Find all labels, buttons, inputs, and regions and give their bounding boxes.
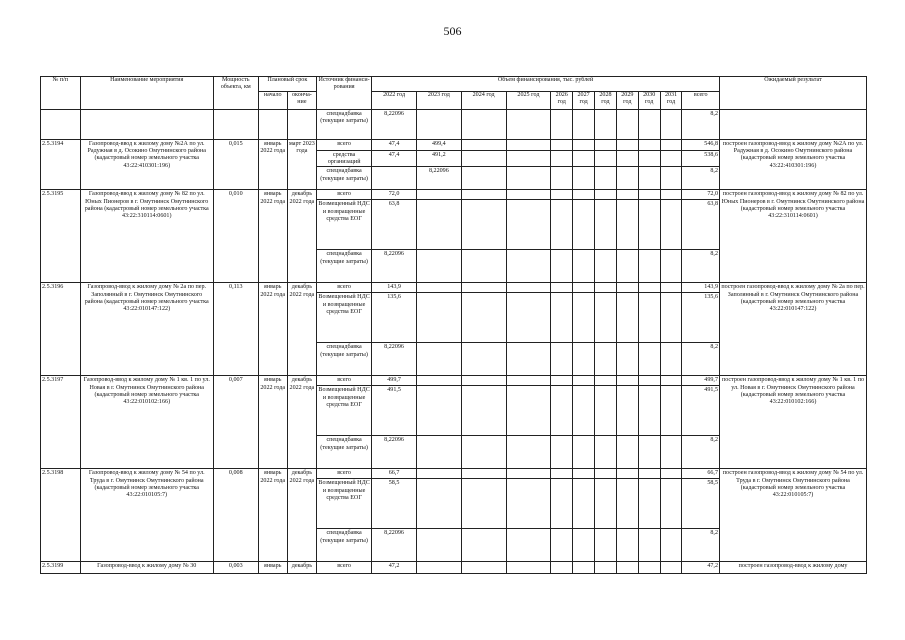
empty-year-cell [573,250,595,283]
year-2023-value [416,529,461,562]
year-2022-value: 8,22096 [372,250,417,283]
source-cell: Возмещенный НДС и возвращенные средства ЕОГ [317,386,372,436]
year-2023-value [416,190,461,200]
header-year: 2023 год [416,92,461,110]
empty-year-cell [461,469,506,479]
empty-year-cell [551,386,573,436]
table-row [41,562,867,574]
empty-year-cell [506,343,551,376]
empty-year-cell [595,479,617,529]
empty-year-cell [638,376,660,386]
empty-year-cell [461,167,506,190]
total-value: 63,8 [682,200,720,250]
empty-year-cell [660,479,682,529]
empty-year-cell [595,250,617,283]
empty-year-cell [506,200,551,250]
total-value: 66,7 [682,469,720,479]
header-year: 2024 год [461,92,506,110]
empty-cell [213,110,258,140]
empty-year-cell [551,283,573,293]
empty-year-cell [638,562,660,574]
year-2022-value: 8,22096 [372,529,417,562]
empty-year-cell [595,529,617,562]
empty-year-cell [616,167,638,190]
year-2022-value: 66,7 [372,469,417,479]
empty-year-cell [551,293,573,343]
empty-year-cell [616,562,638,574]
empty-year-cell [595,110,617,140]
item-start: январь 2022 года [258,283,287,376]
item-capacity: 0,003 [213,562,258,574]
empty-year-cell [595,283,617,293]
year-2023-value [416,293,461,343]
header-planned: Плановый срок [258,77,316,92]
empty-year-cell [506,167,551,190]
empty-year-cell [573,469,595,479]
header-year: 2022 год [372,92,417,110]
year-2022-value: 47,2 [372,562,417,574]
empty-year-cell [573,293,595,343]
item-end: декабрь [287,562,316,574]
empty-year-cell [660,283,682,293]
table-header [41,77,867,110]
header-end: оконча-ние [287,92,316,110]
total-value: 143,9 [682,283,720,293]
source-cell: всего [317,469,372,479]
empty-year-cell [595,469,617,479]
empty-year-cell [461,140,506,151]
empty-cell [258,110,287,140]
empty-year-cell [506,562,551,574]
empty-year-cell [506,283,551,293]
item-result: построен газопровод-ввод к жилому дому №2А по ул. Радужная в д. Осокино Омутнинского района (кадастровый номер земельного участка 43:22:410301:196) [720,140,867,190]
item-capacity: 0,113 [213,283,258,376]
empty-year-cell [573,479,595,529]
empty-year-cell [573,386,595,436]
empty-year-cell [616,386,638,436]
empty-year-cell [551,479,573,529]
empty-year-cell [573,190,595,200]
year-2023-value [416,386,461,436]
empty-year-cell [551,436,573,469]
table-row [41,110,867,140]
empty-year-cell [638,529,660,562]
header-year: 2031 год [660,92,682,110]
empty-year-cell [551,200,573,250]
empty-cell [287,110,316,140]
item-start: январь 2022 года [258,140,287,190]
item-number: 2.5.3199 [41,562,81,574]
total-value: 47,2 [682,562,720,574]
header-num: № п/п [41,77,81,110]
source-cell: спецнадбавка (текущие затраты) [317,250,372,283]
empty-year-cell [595,436,617,469]
empty-year-cell [416,562,461,574]
empty-year-cell [616,190,638,200]
year-2022-value: 47,4 [372,151,417,167]
empty-year-cell [416,110,461,140]
item-result: построен газопровод-ввод к жилому дому № 1 кв. 1 по ул. Новая в г. Омутнинск Омутнинского района (кадастровый номер земельного участка 43:22:010102:166) [720,376,867,469]
header-year: 2029 год [616,92,638,110]
table-row [41,283,867,293]
empty-year-cell [660,386,682,436]
empty-year-cell [461,190,506,200]
empty-year-cell [506,293,551,343]
empty-year-cell [595,293,617,343]
item-capacity: 0,007 [213,376,258,469]
empty-year-cell [506,479,551,529]
empty-year-cell [638,140,660,151]
empty-year-cell [461,293,506,343]
header-year: 2028 год [595,92,617,110]
source-cell: всего [317,190,372,200]
item-end: декабрь 2022 года [287,190,316,283]
empty-year-cell [573,110,595,140]
total-value: 499,7 [682,376,720,386]
empty-year-cell [573,343,595,376]
empty-year-cell [638,386,660,436]
empty-year-cell [660,167,682,190]
source-cell: спецнадбавка (текущие затраты) [317,110,372,140]
total-value: 491,5 [682,386,720,436]
empty-year-cell [638,469,660,479]
empty-year-cell [616,343,638,376]
empty-year-cell [551,250,573,283]
empty-year-cell [573,200,595,250]
item-name: Газопровод-ввод к жилому дому №2А по ул. Радужная в д. Осокино Омутнинского района (кадастровый номер земельного участка 43:22:410301:196) [80,140,213,190]
empty-year-cell [616,283,638,293]
item-number: 2.5.3198 [41,469,81,562]
empty-year-cell [551,343,573,376]
source-cell: всего [317,376,372,386]
source-cell: Возмещенный НДС и возвращенные средства ЕОГ [317,200,372,250]
empty-year-cell [551,469,573,479]
item-number: 2.5.3194 [41,140,81,190]
empty-year-cell [660,376,682,386]
empty-year-cell [660,562,682,574]
source-cell: спецнадбавка (текущие затраты) [317,529,372,562]
table-row [41,190,867,200]
year-2023-value [416,343,461,376]
financing-table [40,76,867,574]
empty-year-cell [638,343,660,376]
empty-year-cell [660,343,682,376]
source-cell: всего [317,140,372,151]
empty-year-cell [573,167,595,190]
empty-year-cell [573,529,595,562]
empty-year-cell [506,469,551,479]
empty-year-cell [660,200,682,250]
empty-year-cell [638,293,660,343]
year-2022-value: 58,5 [372,479,417,529]
header-volume: Объем финансирования, тыс. рублей [372,77,720,92]
table-row [41,376,867,386]
item-capacity: 0,010 [213,190,258,283]
empty-cell [720,110,867,140]
empty-year-cell [616,469,638,479]
item-end: март 2023 года [287,140,316,190]
empty-year-cell [616,250,638,283]
empty-year-cell [461,479,506,529]
empty-cell [41,110,81,140]
year-2023-value [416,469,461,479]
total-value: 8,2 [682,343,720,376]
empty-year-cell [595,140,617,151]
empty-year-cell [461,529,506,562]
total-value: 8,2 [682,250,720,283]
empty-year-cell [551,190,573,200]
item-result: построен газопровод-ввод к жилому дому № 82 по ул. Юных Пионеров в г. Омутнинск Омутнинского района (кадастровый номер земельного участка 43:22:310114:0601) [720,190,867,283]
year-2023-value [416,376,461,386]
table-row [41,140,867,151]
empty-year-cell [573,562,595,574]
empty-year-cell [616,151,638,167]
empty-year-cell [638,151,660,167]
empty-year-cell [551,167,573,190]
header-name: Наименование мероприятия [80,77,213,110]
empty-year-cell [595,200,617,250]
empty-year-cell [616,479,638,529]
empty-year-cell [506,110,551,140]
source-cell: средства организаций [317,151,372,167]
year-2023-value [416,479,461,529]
empty-year-cell [616,436,638,469]
year-2022-value: 491,5 [372,386,417,436]
empty-year-cell [551,529,573,562]
empty-year-cell [660,190,682,200]
empty-year-cell [595,167,617,190]
header-year: 2026 год [551,92,573,110]
empty-year-cell [461,386,506,436]
year-2022-value: 8,22096 [372,436,417,469]
item-number: 2.5.3197 [41,376,81,469]
source-cell: спецнадбавка (текущие затраты) [317,436,372,469]
empty-year-cell [573,376,595,386]
empty-year-cell [595,190,617,200]
empty-year-cell [461,343,506,376]
year-2023-value [416,436,461,469]
empty-year-cell [660,529,682,562]
year-2022-value: 499,7 [372,376,417,386]
total-value: 8,2 [682,110,720,140]
year-2023-value: 8,22096 [416,167,461,190]
empty-year-cell [461,110,506,140]
source-cell: Возмещенный НДС и возвращенные средства ЕОГ [317,293,372,343]
empty-year-cell [660,140,682,151]
item-result: построен газопровод-ввод к жилому дому № 54 по ул. Труда в г. Омутнинск Омутнинского района (кадастровый номер земельного участка 43:22:010105:7) [720,469,867,562]
empty-year-cell [638,190,660,200]
table-body [41,110,867,574]
empty-year-cell [506,529,551,562]
year-2022-value: 143,9 [372,283,417,293]
empty-year-cell [616,529,638,562]
empty-year-cell [660,151,682,167]
item-name: Газопровод-ввод к жилому дому № 82 по ул. Юных Пионеров в г. Омутнинск Омутнинского района (кадастровый номер земельного участка 43:22:310114:0601) [80,190,213,283]
empty-year-cell [638,250,660,283]
empty-year-cell [616,110,638,140]
page-number: 506 [443,24,462,38]
total-value: 8,2 [682,529,720,562]
year-2023-value [416,283,461,293]
empty-year-cell [461,200,506,250]
table-row [41,469,867,479]
empty-year-cell [551,140,573,151]
empty-cell [80,110,213,140]
empty-year-cell [461,562,506,574]
year-2022-value: 8,22096 [372,110,417,140]
empty-year-cell [595,343,617,376]
year-2022-value [372,167,417,190]
empty-year-cell [506,140,551,151]
item-result: построен газопровод-ввод к жилому дому [720,562,867,574]
item-start: январь 2022 года [258,376,287,469]
empty-year-cell [660,469,682,479]
item-name: Газопровод-ввод к жилому дому № 30 [80,562,213,574]
empty-year-cell [638,167,660,190]
year-2022-value: 63,8 [372,200,417,250]
source-cell: всего [317,562,372,574]
empty-year-cell [595,562,617,574]
item-name: Газопровод-ввод к жилому дому № 54 по ул. Труда в г. Омутнинск Омутнинского района (кадастровый номер земельного участка 43:22:010105:7) [80,469,213,562]
item-number: 2.5.3195 [41,190,81,283]
empty-year-cell [660,250,682,283]
header-year: 2030 год [638,92,660,110]
header-source: Источник финанси-рования [317,77,372,110]
year-2022-value: 47,4 [372,140,417,151]
empty-year-cell [660,293,682,343]
item-name: Газопровод-ввод к жилому дому № 2а по пер. Заполянный в г. Омутнинск Омутнинского района (кадастровый номер земельного участка 43:22:010147:122) [80,283,213,376]
item-result: построен газопровод-ввод к жилому дому № 2а по пер. Заполянный в г. Омутнинск Омутнинского района (кадастровый номер земельного участка 43:22:010147:122) [720,283,867,376]
header-capacity: Мощность объекта, км [213,77,258,110]
item-end: декабрь 2022 года [287,469,316,562]
empty-year-cell [551,562,573,574]
total-value: 8,2 [682,436,720,469]
source-cell: всего [317,283,372,293]
total-value: 72,0 [682,190,720,200]
empty-year-cell [616,293,638,343]
item-end: декабрь 2022 года [287,376,316,469]
empty-year-cell [638,436,660,469]
empty-year-cell [461,151,506,167]
total-value: 58,5 [682,479,720,529]
empty-year-cell [506,151,551,167]
year-2022-value: 135,6 [372,293,417,343]
year-2023-value: 499,4 [416,140,461,151]
empty-year-cell [506,190,551,200]
empty-year-cell [616,140,638,151]
year-2023-value: 491,2 [416,151,461,167]
header-start: начало [258,92,287,110]
empty-year-cell [638,200,660,250]
total-value: 546,8 [682,140,720,151]
empty-year-cell [660,436,682,469]
item-name: Газопровод-ввод к жилому дому № 1 кв. 1 по ул. Новая в г. Омутнинск Омутнинского района (кадастровый номер земельного участка 43:22:010102:166) [80,376,213,469]
empty-year-cell [595,151,617,167]
item-start: январь 2022 года [258,469,287,562]
year-2022-value: 8,22096 [372,343,417,376]
empty-year-cell [551,110,573,140]
empty-year-cell [638,110,660,140]
source-cell: спецнадбавка (текущие затраты) [317,343,372,376]
empty-year-cell [506,386,551,436]
empty-year-cell [660,110,682,140]
empty-year-cell [595,386,617,436]
header-result: Ожидаемый результат [720,77,867,110]
year-2023-value [416,250,461,283]
empty-year-cell [638,479,660,529]
item-capacity: 0,008 [213,469,258,562]
item-start: январь [258,562,287,574]
empty-year-cell [461,250,506,283]
source-cell: спецнадбавка (текущие затраты) [317,167,372,190]
empty-year-cell [461,376,506,386]
empty-year-cell [506,376,551,386]
year-2022-value: 72,0 [372,190,417,200]
item-start: январь 2022 года [258,190,287,283]
header-year: 2027 год [573,92,595,110]
empty-year-cell [551,376,573,386]
item-end: декабрь 2022 года [287,283,316,376]
source-cell: Возмещенный НДС и возвращенные средства ЕОГ [317,479,372,529]
empty-year-cell [595,376,617,386]
item-capacity: 0,015 [213,140,258,190]
empty-year-cell [616,200,638,250]
empty-year-cell [461,436,506,469]
empty-year-cell [551,151,573,167]
header-total: всего [682,92,720,110]
year-2023-value [416,200,461,250]
empty-year-cell [573,151,595,167]
empty-year-cell [573,436,595,469]
empty-year-cell [573,283,595,293]
header-year: 2025 год [506,92,551,110]
total-value: 8,2 [682,167,720,190]
empty-year-cell [638,283,660,293]
empty-year-cell [461,283,506,293]
empty-year-cell [616,376,638,386]
empty-year-cell [506,250,551,283]
total-value: 538,6 [682,151,720,167]
item-number: 2.5.3196 [41,283,81,376]
empty-year-cell [573,140,595,151]
total-value: 135,6 [682,293,720,343]
empty-year-cell [506,436,551,469]
